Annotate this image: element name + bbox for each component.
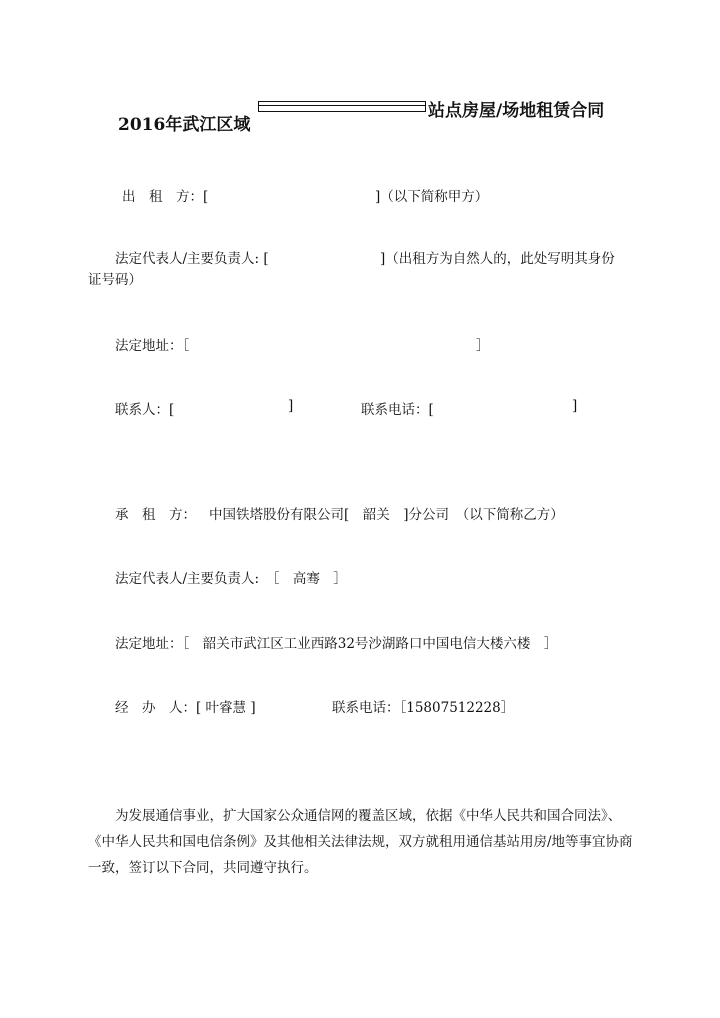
- lessee-rep: 法定代表人/主要负责人: ［ 高骞 ］: [115, 571, 347, 587]
- lessee-address: 法定地址：［ 韶关市武江区工业西路32号沙湖路口中国电信大楼六楼 ］: [115, 636, 558, 652]
- lessor-contact-label: 联系人：[: [115, 402, 175, 418]
- lessee-agent: 经 办 人：[ 叶睿慧 ]: [115, 700, 256, 716]
- title-blank-box: [258, 101, 426, 112]
- lessor-rep-label: 法定代表人/主要负责人: [: [115, 251, 269, 267]
- title-suffix: 站点房屋/场地租赁合同: [428, 101, 605, 121]
- preamble-paragraph: 为发展通信事业，扩大国家公众通信网的覆盖区域，依据《中华人民共和国合同法》、《中华人民共和国电信条例》及其他相关法律法规，双方就租用通信基站用房/地等事宜协商一致，签订以下合同，共同遵守执行。: [88, 808, 633, 876]
- lessor-phone-label: 联系电话：[: [361, 402, 434, 418]
- lessor-close: ]（以下简称甲方）: [375, 189, 489, 205]
- lessor-contact-close: ]: [288, 398, 294, 414]
- lessor-rep-note: 证号码）: [88, 272, 142, 288]
- title-prefix: 2016年武江区域: [118, 115, 251, 135]
- lessee-company: 中国铁塔股份有限公司[ 韶关 ]分公司 （以下简称乙方）: [209, 507, 564, 523]
- lessor-rep-close: ]（出租方为自然人的，此处写明其身份: [380, 251, 615, 267]
- lessee-phone: 联系电话：［15807512228］: [332, 700, 515, 716]
- lessor-address-close: ］: [476, 338, 490, 354]
- lessor-address-label: 法定地址：［: [115, 338, 190, 354]
- lessor-label: 出 租 方：[: [122, 189, 209, 205]
- lessor-phone-close: ]: [572, 398, 578, 414]
- lessee-label: 承 租 方：: [115, 507, 196, 523]
